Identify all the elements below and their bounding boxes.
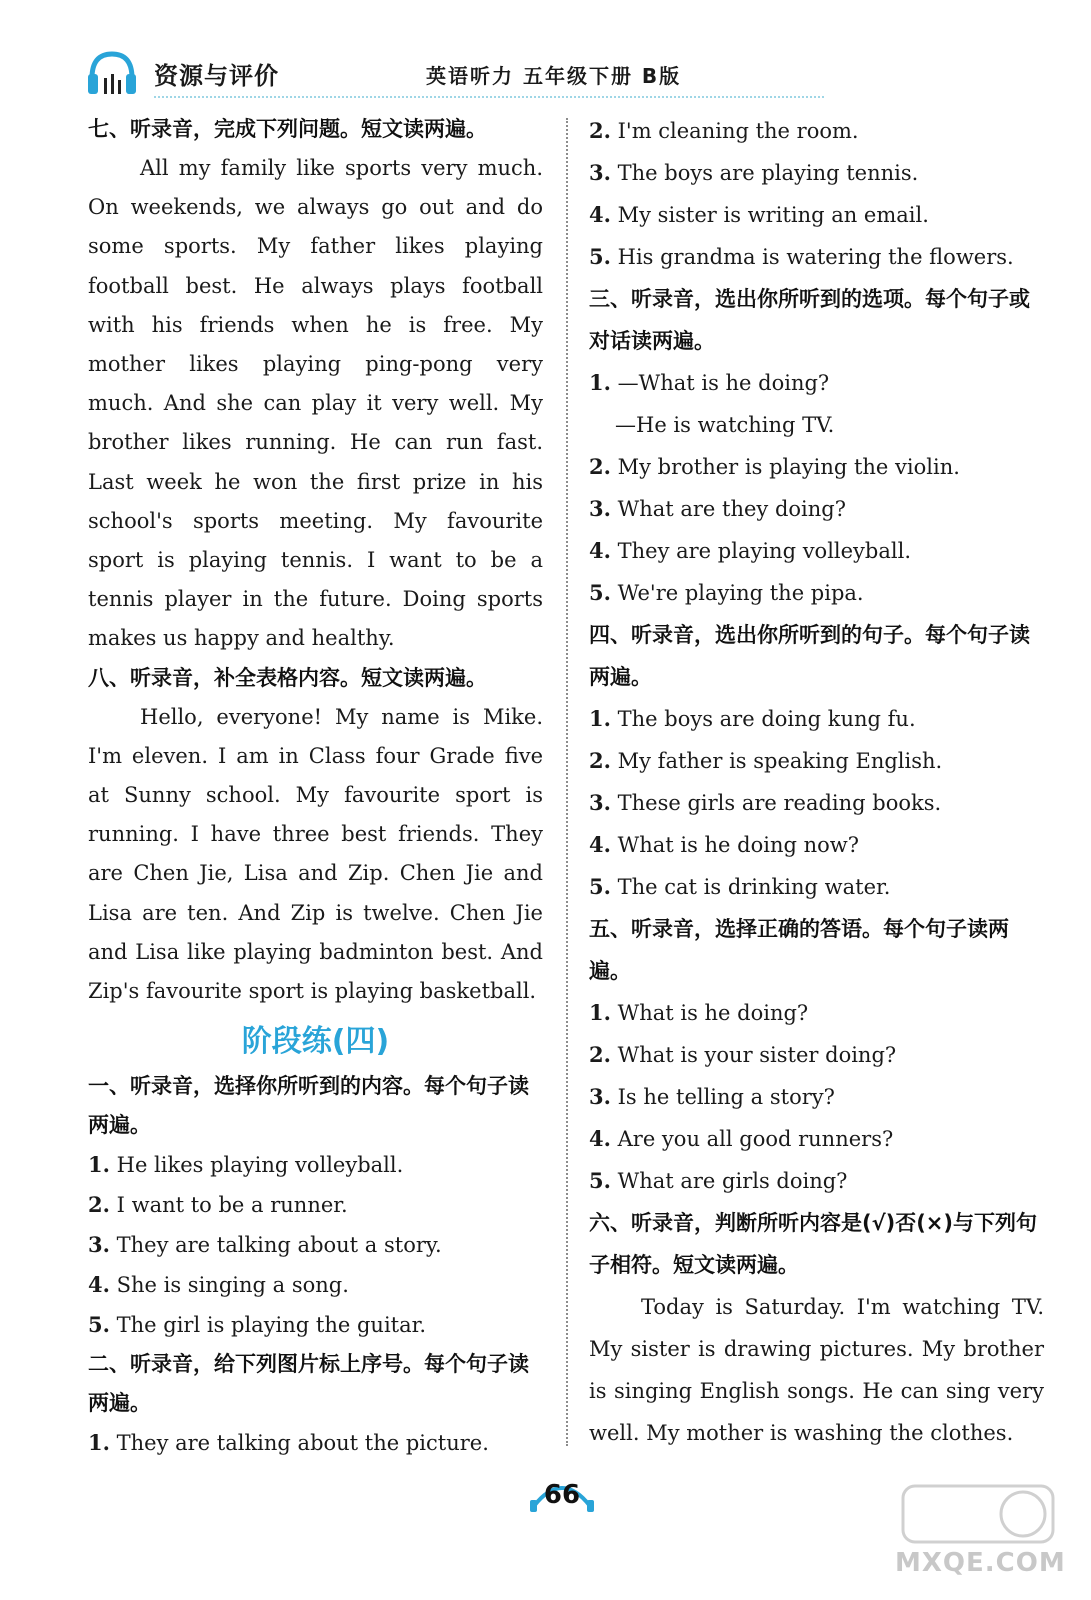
list-item: 3. What are they doing?	[589, 496, 846, 521]
section-3-heading: 三、听录音，选出你所听到的选项。每个句子或对话读两遍。	[589, 287, 1030, 353]
watermark	[895, 1478, 1065, 1588]
dialogue-answer: —He is watching TV.	[615, 413, 835, 437]
section-6-heading: 六、听录音，判断所听内容是(√)否(×)与下列句子相符。短文读两遍。	[589, 1211, 1037, 1277]
section-1-heading: 一、听录音，选择你所听到的内容。每个句子读两遍。	[88, 1074, 529, 1138]
stage-title: 阶段练(四)	[241, 1024, 390, 1060]
headphones-icon	[86, 48, 138, 100]
list-item: 5. His grandma is watering the flowers.	[589, 244, 1014, 269]
section-7-heading: 七、听录音，完成下列问题。短文读两遍。	[88, 117, 487, 141]
header-divider	[154, 96, 824, 98]
section-7-passage: All my family like sports very much. On weekends, we always go out and do some sports. My father likes playing football best. He always plays football with his friends when he is free. My mother likes playing ping-pong very much. And she can play it very well. My brother likes running. He can run fast. Last week he won the first prize in his school's sports meeting. My favourite sport is playing tennis. I want to be a tennis player in the future. Doing sports makes us happy and healthy.	[88, 156, 543, 651]
page-header	[86, 48, 746, 106]
watermark-logo-icon	[895, 1478, 1065, 1548]
section-6-passage: Today is Saturday. I'm watching TV. My sister is drawing pictures. My brother is singing English songs. He can sing very well. My mother is washing the clothes.	[589, 1295, 1044, 1445]
list-item: 5. The cat is drinking water.	[589, 874, 891, 899]
section-1-list	[88, 1145, 543, 1345]
list-item: 5. What are girls doing?	[589, 1168, 848, 1193]
list-item: 4. They are playing volleyball.	[589, 538, 911, 563]
right-column	[589, 110, 1044, 1454]
list-item: 3. The boys are playing tennis.	[589, 160, 919, 185]
section-4-list	[589, 698, 1044, 908]
list-item: 1. He likes playing volleyball.	[88, 1152, 404, 1178]
list-item: 4. She is singing a song.	[88, 1272, 349, 1298]
section-2-heading: 二、听录音，给下列图片标上序号。每个句子读两遍。	[88, 1352, 529, 1416]
list-item: 2. My brother is playing the violin.	[589, 454, 960, 479]
list-item: 2. I'm cleaning the room.	[589, 118, 859, 143]
list-item: 2. What is your sister doing?	[589, 1042, 897, 1067]
list-item: 3. Is he telling a story?	[589, 1084, 835, 1109]
left-column	[88, 110, 543, 1463]
list-item: 2. My father is speaking English.	[589, 748, 943, 773]
list-item: 5. The girl is playing the guitar.	[88, 1312, 427, 1338]
section-5-list	[589, 992, 1044, 1202]
section-8-heading: 八、听录音，补全表格内容。短文读两遍。	[88, 665, 487, 690]
section-2-list-continued	[589, 110, 1044, 278]
list-item: 1. They are talking about the picture.	[88, 1430, 489, 1456]
list-item: 3. These girls are reading books.	[589, 790, 942, 815]
list-item: 4. What is he doing now?	[589, 832, 860, 857]
list-item: 1. The boys are doing kung fu.	[589, 706, 916, 731]
list-item: 1. What is he doing?	[589, 1000, 809, 1025]
list-item: 4. Are you all good runners?	[589, 1126, 894, 1151]
page-number: 66	[522, 1468, 602, 1514]
section-4-heading: 四、听录音，选出你所听到的句子。每个句子读两遍。	[589, 623, 1030, 689]
list-item: 4. My sister is writing an email.	[589, 202, 929, 227]
watermark-text: MXQE.COM	[895, 1548, 1066, 1578]
list-item: 1. —What is he doing?	[589, 370, 830, 395]
book-title: 资源与评价	[154, 62, 279, 90]
list-item: 5. We're playing the pipa.	[589, 580, 864, 605]
section-8-passage: Hello, everyone! My name is Mike. I'm eleven. I am in Class four Grade five at Sunny school. My favourite sport is running. I have three best friends. They are Chen Jie, Lisa and Zip. Chen Jie and Lisa are ten. And Zip is twelve. Chen Jie and Lisa like playing badminton best. And Zip's favourite sport is playing basketball.	[88, 704, 543, 1004]
list-item: 2. I want to be a runner.	[88, 1192, 348, 1218]
column-divider	[566, 118, 568, 1446]
section-5-heading: 五、听录音，选择正确的答语。每个句子读两遍。	[589, 917, 1009, 983]
book-subtitle: 英语听力 五年级下册 B版	[426, 64, 682, 88]
list-item: 3. They are talking about a story.	[88, 1232, 442, 1258]
section-3-list	[589, 446, 1044, 614]
